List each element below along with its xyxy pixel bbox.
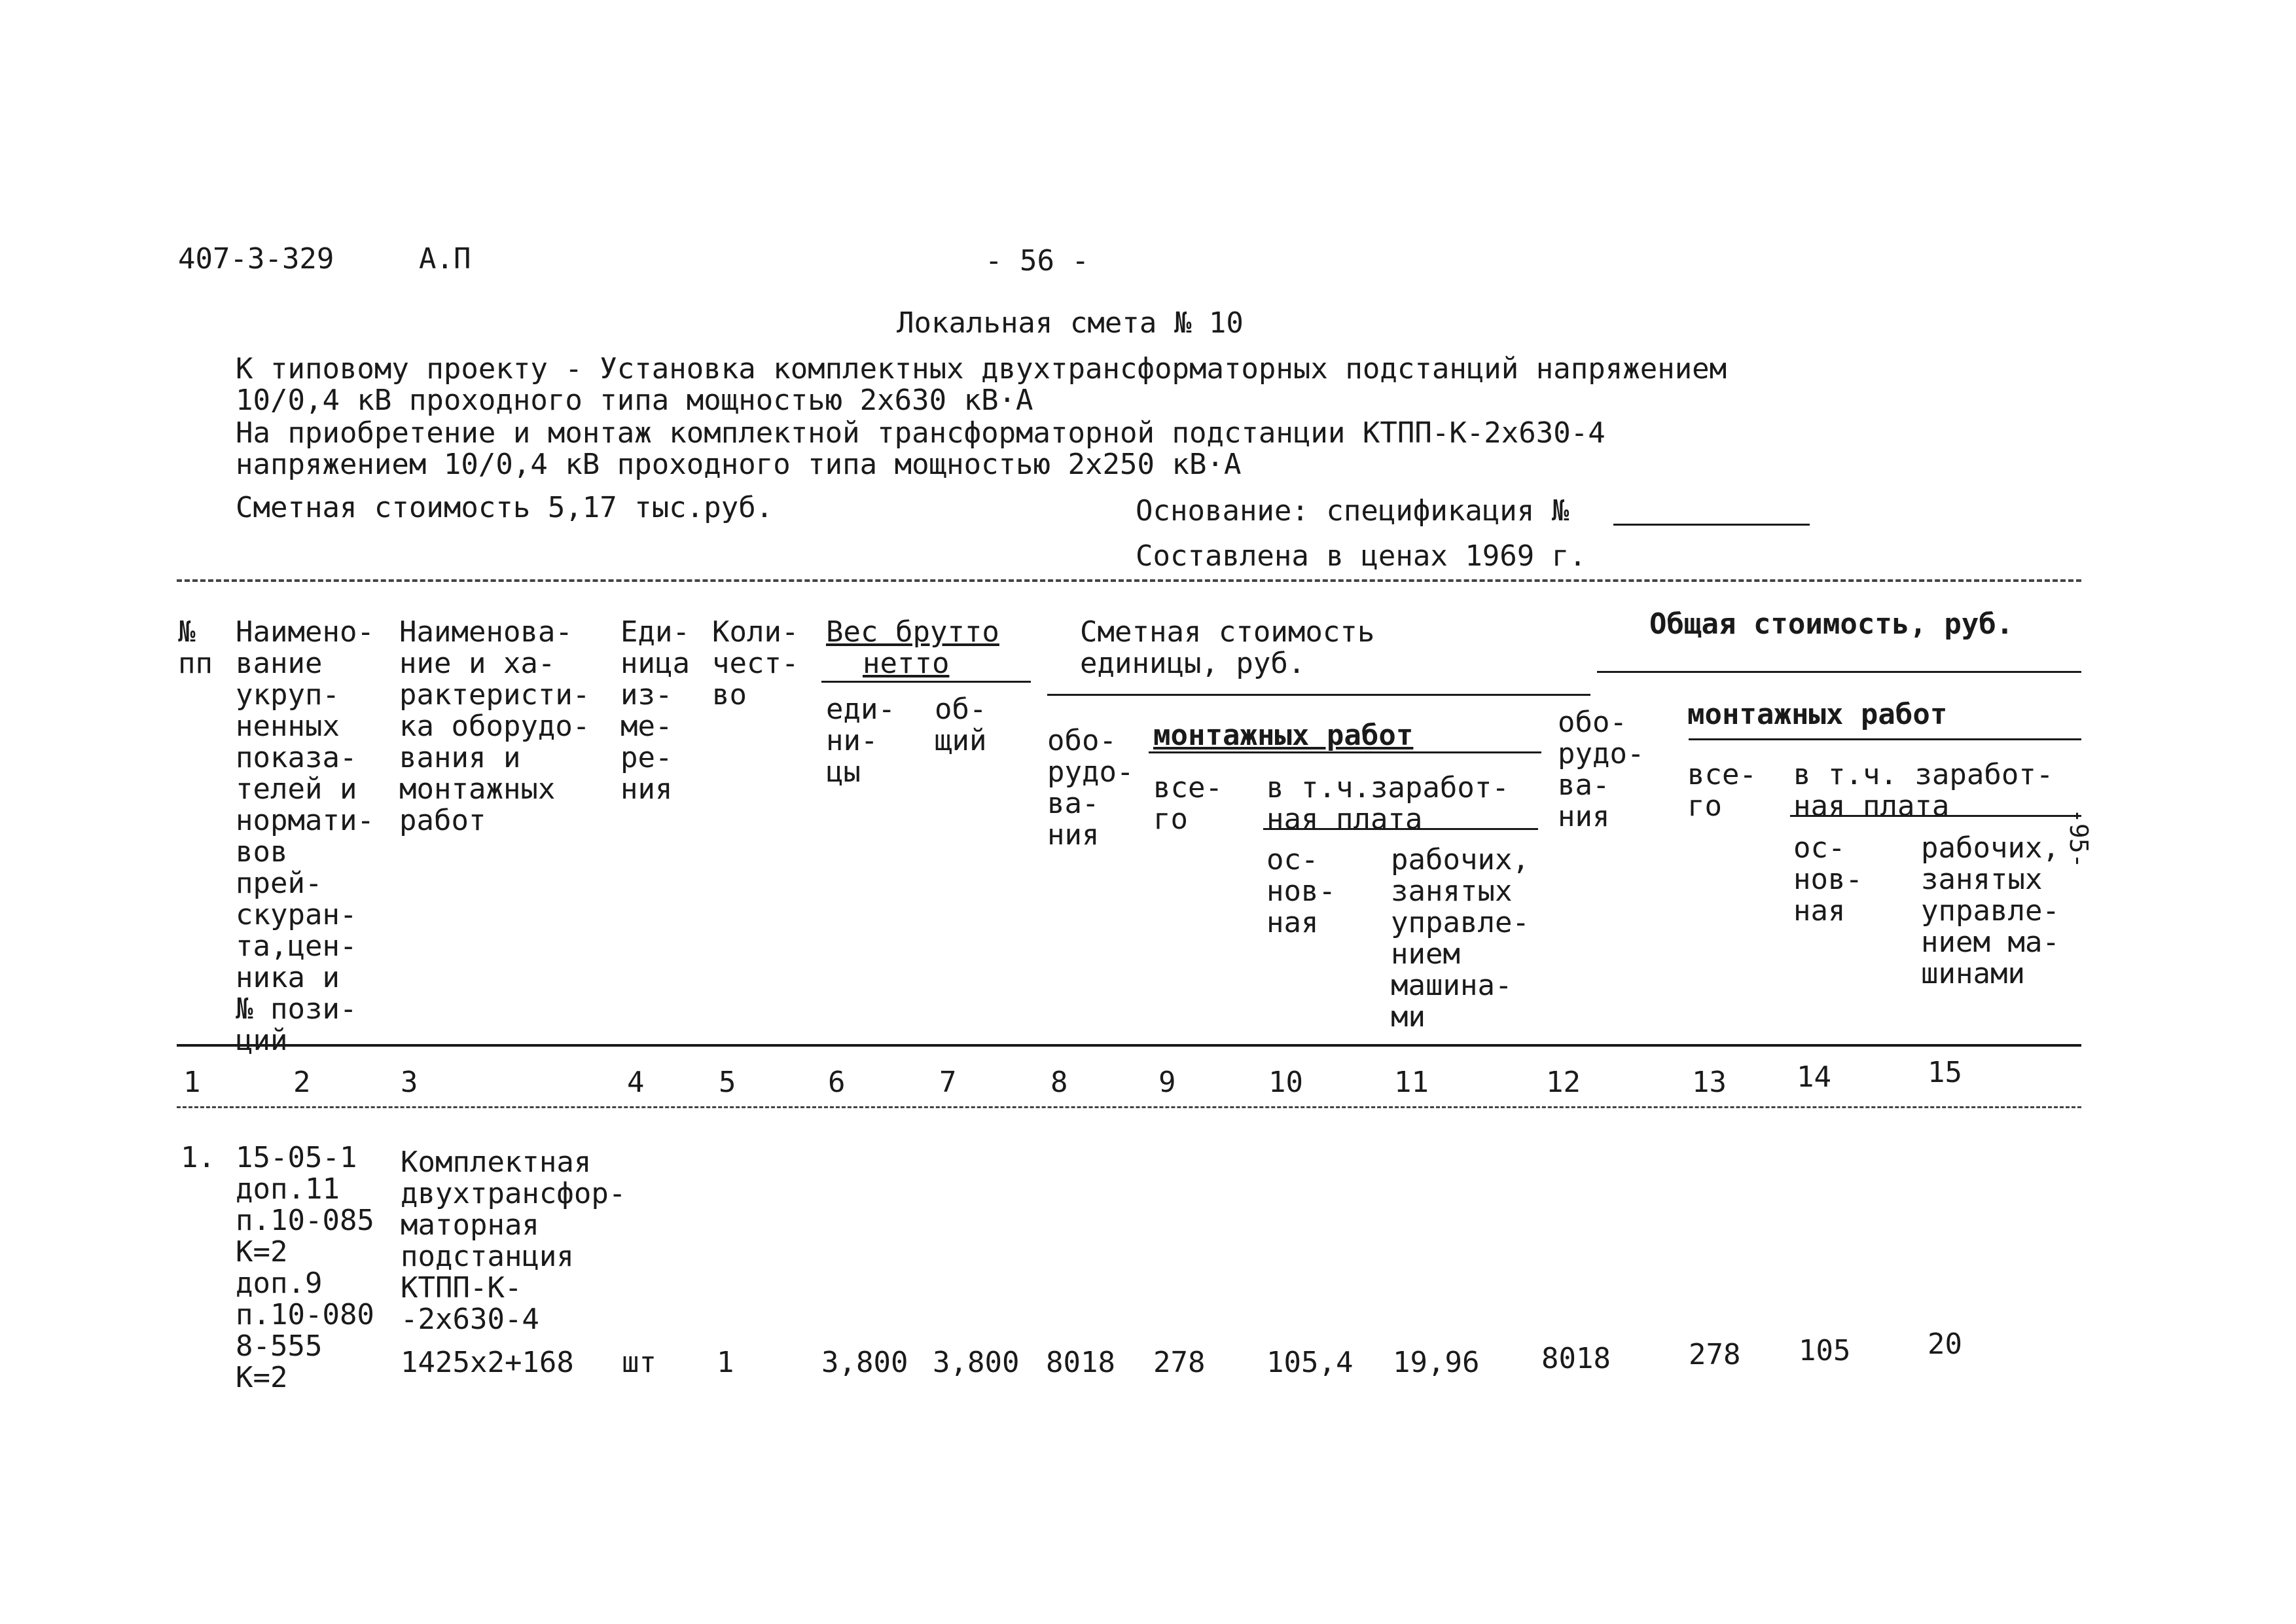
row-total-mount: 278: [1689, 1338, 1741, 1371]
column-number: 13: [1692, 1066, 1727, 1099]
header-salary-base-2: ос- нов- ная: [1793, 831, 1863, 928]
column-number: 9: [1158, 1066, 1176, 1099]
header-unit-equipment: обо- рудо- ва- ния: [1047, 724, 1134, 852]
column-number: 8: [1050, 1066, 1068, 1099]
row-weight-total: 3,800: [933, 1346, 1020, 1379]
column-number: 1: [183, 1066, 201, 1099]
column-number: 2: [293, 1066, 311, 1099]
total-cost-group-rule: [1597, 671, 2081, 673]
basis-label: Основание: спецификация №: [1136, 494, 1570, 528]
header-total-cost: Общая стоимость, руб.: [1649, 607, 2014, 641]
header-bottom-rule: [177, 1044, 2081, 1047]
header-salary-machine: рабочих, занятых управле- нием машина- ми: [1391, 843, 1530, 1034]
document-title: Локальная смета № 10: [897, 306, 1244, 340]
page-number: - 56 -: [985, 244, 1089, 278]
row-unit-salary-machine: 19,96: [1393, 1346, 1480, 1379]
mount-group2-rule: [1689, 738, 2081, 740]
header-weight-net: нетто: [863, 647, 950, 680]
header-mount-total: все- го: [1153, 771, 1223, 836]
header-salary-base: ос- нов- ная: [1266, 843, 1336, 939]
row-total-equipment: 8018: [1541, 1342, 1611, 1375]
column-number: 15: [1928, 1056, 1962, 1089]
row-norm-code: 15-05-1 доп.11 п.10-085 К=2 доп.9 п.10-080 8-555 К=2: [236, 1141, 374, 1394]
weight-group-rule: [821, 681, 1031, 683]
album-label: А.П: [419, 242, 471, 276]
column-number: 3: [401, 1066, 418, 1099]
estimated-cost: Сметная стоимость 5,17 тыс.руб.: [236, 491, 774, 524]
column-number: 11: [1394, 1066, 1429, 1099]
row-unit-mount-total: 278: [1153, 1346, 1206, 1379]
header-salary-2: в т.ч. заработ- ная плата: [1793, 758, 2054, 823]
row-formula: 1425х2+168: [401, 1346, 574, 1379]
row-weight-unit: 3,800: [821, 1346, 908, 1379]
row-number: 1.: [181, 1141, 215, 1174]
column-number: 6: [828, 1066, 846, 1099]
header-unit: Еди- ница из- ме- ре- ния: [620, 615, 690, 806]
header-weight-unit: еди- ни- цы: [826, 693, 895, 789]
basis-blank-line: [1613, 524, 1810, 526]
column-number: 10: [1268, 1066, 1303, 1099]
column-number: 12: [1546, 1066, 1581, 1099]
column-numbers-rule: [177, 1106, 2081, 1108]
header-salary-machine-2: рабочих, занятых управле- нием ма- шинами: [1921, 831, 2060, 990]
header-weight-gross: Вес брутто: [826, 615, 999, 649]
header-number: № пп: [178, 615, 213, 680]
table-top-rule: [177, 579, 2081, 582]
header-quantity: Коли- чест- во: [712, 615, 799, 712]
row-quantity: 1: [717, 1346, 734, 1379]
row-unit-salary-base: 105,4: [1266, 1346, 1354, 1379]
column-number: 14: [1797, 1060, 1831, 1094]
row-total-salary-base: 105: [1799, 1334, 1851, 1367]
column-number: 4: [627, 1066, 645, 1099]
column-number: 5: [719, 1066, 736, 1099]
description-line-1: К типовому проекту - Установка комплектных двухтрансформаторных подстанций напряжением: [236, 352, 1727, 386]
unit-cost-group-rule: [1047, 694, 1590, 696]
row-equipment-name: Комплектная двухтрансфор- маторная подстанция КТПП-К- -2х630-4: [401, 1146, 626, 1336]
row-unit-equipment: 8018: [1046, 1346, 1115, 1379]
column-number: 7: [939, 1066, 957, 1099]
header-unit-cost: Сметная стоимость единицы, руб.: [1080, 615, 1375, 680]
header-salary: в т.ч.заработ- ная плата: [1266, 771, 1509, 836]
header-total-mount: все- го: [1687, 758, 1757, 823]
header-mount-works-2: монтажных работ: [1687, 698, 1948, 731]
prices-year: Составлена в ценах 1969 г.: [1136, 539, 1587, 573]
side-page-note: -95-: [2064, 808, 2093, 869]
header-equipment-name: Наименова- ние и ха- рактеристи- ка оборудо- вания и монтажных работ: [399, 615, 590, 837]
header-norm-code: Наимено- вание укруп- ненных показа- телей и нормати- вов прей- скуран- та,цен- ника и № пози- ций: [236, 615, 374, 1057]
row-total-salary-machine: 20: [1928, 1327, 1962, 1361]
description-line-2: 10/0,4 кВ проходного типа мощностью 2х630 кВ·А: [236, 384, 1033, 417]
header-weight-total: об- щий: [935, 693, 987, 757]
header-total-equipment: обо- рудо- ва- ния: [1558, 706, 1645, 833]
description-line-3: На приобретение и монтаж комплектной трансформаторной подстанции КТПП-К-2х630-4: [236, 416, 1605, 450]
row-unit: шт: [622, 1346, 656, 1379]
header-mount-works: монтажных работ: [1153, 719, 1414, 752]
document-code: 407-3-329: [178, 242, 334, 276]
description-line-4: напряжением 10/0,4 кВ проходного типа мощностью 2х250 кВ·А: [236, 448, 1242, 481]
